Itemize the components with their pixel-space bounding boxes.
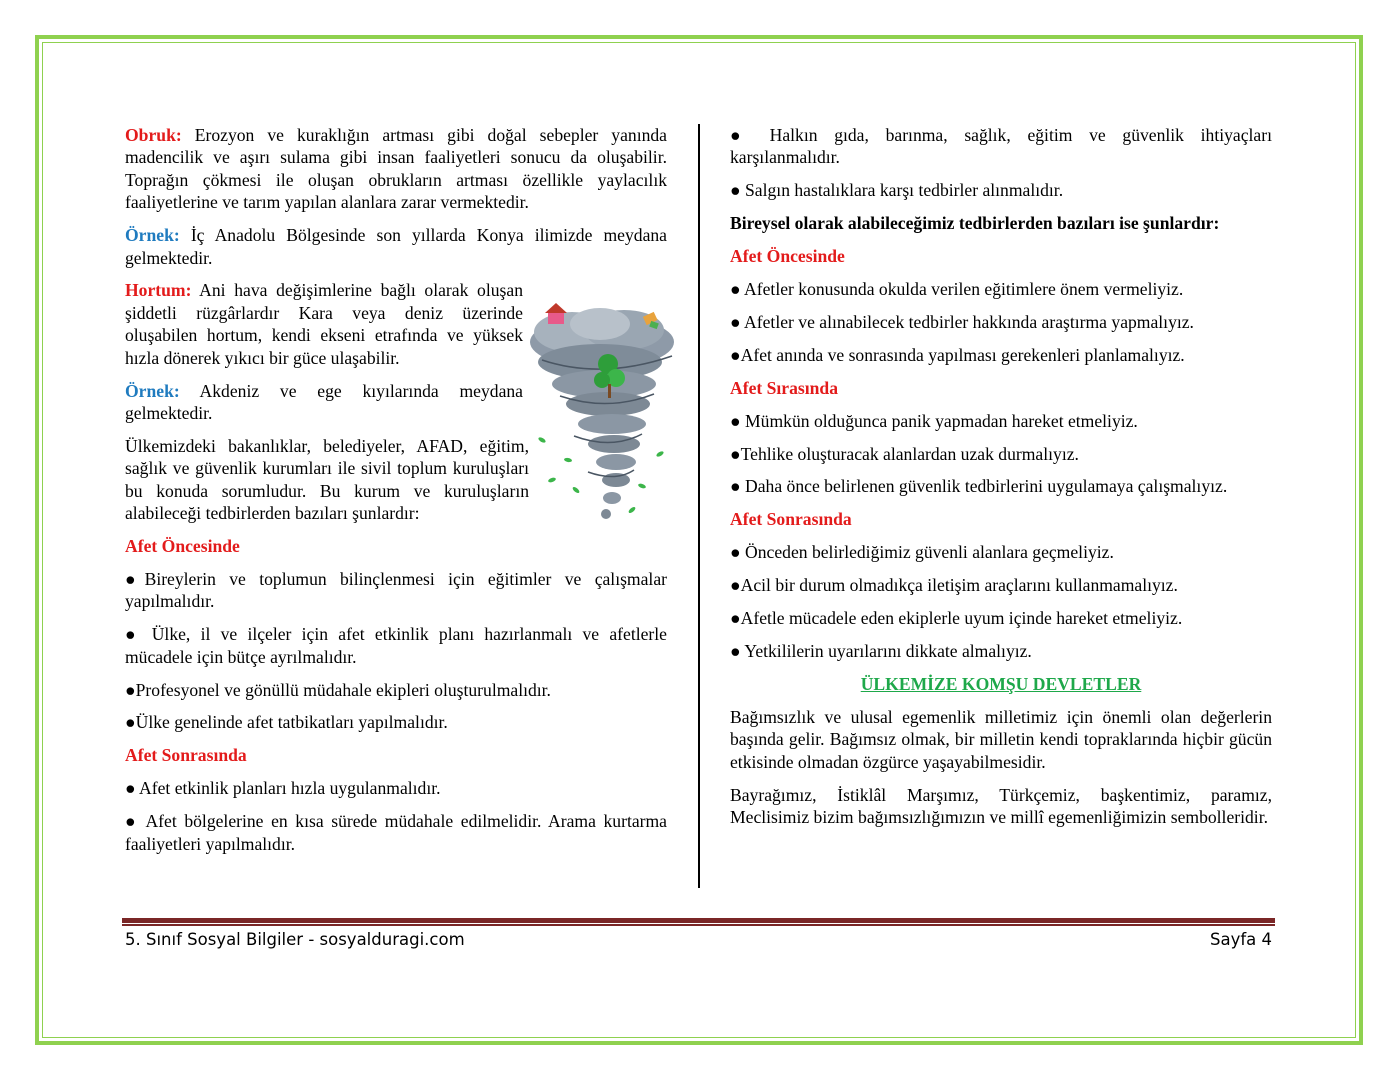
list-item: ● Mümkün olduğunca panik yapmadan hareket etmeliyiz. <box>730 410 1138 431</box>
obruk-label: Obruk: <box>125 125 182 145</box>
right-heading-sirasinda: Afet Sırasında <box>730 377 839 398</box>
list-item: ●Profesyonel ve gönüllü müdahale ekipleri oluşturulmalıdır. <box>125 679 551 700</box>
tornado-funnel <box>552 370 656 519</box>
list-item: ● Afet bölgelerine en kısa sürede müdahale edilmelidir. Arama kurtarma faaliyetleri yapılmalıdır. <box>125 811 667 854</box>
list-item: ●Bireylerin ve toplumun bilinçlenmesi için eğitimler ve çalışmalar yapılmalıdır. <box>125 568 667 612</box>
list-item: ● Yetkililerin uyarılarını dikkate almalıyız. <box>730 641 1032 661</box>
list-item: ● Afet etkinlik planları hızla uygulanmalıdır. <box>125 778 441 799</box>
footer-source: 5. Sınıf Sosyal Bilgiler - sosyalduragi.com <box>125 930 465 949</box>
bireysel-heading: Bireysel olarak alabileceğimiz tedbirlerden bazıları ise şunlardır: <box>730 213 1220 234</box>
ornek2-paragraph <box>125 380 523 425</box>
section-title: ÜLKEMİZE KOMŞU DEVLETLER <box>860 673 1142 694</box>
bagimsizlik-paragraph: Bağımsızlık ve ulusal egemenlik milletimiz için önemli olan değerlerin başında gelir. Bağımsız olmak, bir milletin kendi topraklarında hiçbir gücün etkisinde olmadan özgürce yaşayabilmesidir. <box>730 706 1272 772</box>
right-column <box>730 124 1272 839</box>
ornek2-text: Akdeniz ve ege kıyılarında meydana gelmektedir. <box>125 380 523 423</box>
tornado-illustration <box>512 300 682 528</box>
left-heading-sonrasinda: Afet Sonrasında <box>125 745 247 766</box>
footer-rule-thin <box>122 924 1275 926</box>
column-divider <box>698 124 700 888</box>
list-item: ● Önceden belirlediğimiz güvenli alanlara geçmeliyiz. <box>730 542 1114 563</box>
list-item: ●Acil bir durum olmadıkça iletişim araçlarını kullanmamalıyız. <box>730 575 1178 596</box>
list-item: ● Halkın gıda, barınma, sağlık, eğitim ve güvenlik ihtiyaçları karşılanmalıdır. <box>730 125 1272 168</box>
obruk-paragraph <box>125 124 667 214</box>
list-item: ● Daha önce belirlenen güvenlik tedbirlerini uygulamaya çalışmalıyız. <box>730 476 1228 497</box>
ornek2-label: Örnek: <box>125 380 180 401</box>
ornek1-label: Örnek: <box>125 225 180 246</box>
ornek1-paragraph <box>125 224 667 269</box>
list-item: ● Salgın hastalıklara karşı tedbirler alınmalıdır. <box>730 180 1064 201</box>
page-number: Sayfa 4 <box>1209 930 1272 949</box>
ornek1-text: İç Anadolu Bölgesinde son yıllarda Konya ilimizde meydana gelmektedir. <box>125 225 667 268</box>
obruk-text: Erozyon ve kuraklığın artması gibi doğal sebepler yanında madencilik ve aşırı sulama gibi insan faaliyetleri sonucu da oluşabilir. Toprağın çökmesi ile oluşan obrukların artması özellikle yaylacılık faaliyetlerine ve tarım yapılan alanlara zarar vermektedir. <box>125 125 667 213</box>
hortum-paragraph <box>125 279 523 369</box>
list-item: ● Afetler konusunda okulda verilen eğitimlere önem vermeliyiz. <box>730 279 1184 300</box>
kurumlar-paragraph: Ülkemizdeki bakanlıklar, belediyeler, AFAD, eğitim, sağlık ve güvenlik kurumları ile sivil toplum kuruluşları bu konuda sorumludur. Bu kurum ve kuruluşların alabileceği tedbirlerden bazıları şunlardır: <box>125 435 529 524</box>
hortum-label: Hortum: <box>125 280 192 301</box>
list-item: ●Ülke genelinde afet tatbikatları yapılmalıdır. <box>125 712 448 733</box>
left-heading-oncesinde: Afet Öncesinde <box>125 536 240 556</box>
semboller-paragraph: Bayrağımız, İstiklâl Marşımız, Türkçemiz, başkentimiz, paramız, Meclisimiz bizim bağımsızlığımızın ve millî egemenliğimizin sembolleridir. <box>730 784 1272 827</box>
list-item: ● Afetler ve alınabilecek tedbirler hakkında araştırma yapmalıyız. <box>730 311 1194 332</box>
list-item: ●Afetle mücadele eden ekiplerle uyum içinde hareket etmeliyiz. <box>730 608 1183 629</box>
house-icon <box>545 303 567 324</box>
right-heading-oncesinde: Afet Öncesinde <box>730 246 845 267</box>
list-item: ● Ülke, il ve ilçeler için afet etkinlik planı hazırlanmalı ve afetlerle mücadele için bütçe ayrılmalıdır. <box>125 624 667 667</box>
right-heading-sonrasinda: Afet Sonrasında <box>730 509 852 530</box>
footer-rule <box>122 918 1275 923</box>
hortum-text: Ani hava değişimlerine bağlı olarak oluşan şiddetli rüzgârlardır Kara veya deniz üzerinde oluşabilen hortum, kendi ekseni etrafında ve yüksek hızla dönerek yıkıcı bir güce ulaşabilir. <box>125 280 523 368</box>
list-item: ●Afet anında ve sonrasında yapılması gerekenleri planlamalıyız. <box>730 344 1185 365</box>
list-item: ●Tehlike oluşturacak alanlardan uzak durmalıyız. <box>730 443 1079 464</box>
